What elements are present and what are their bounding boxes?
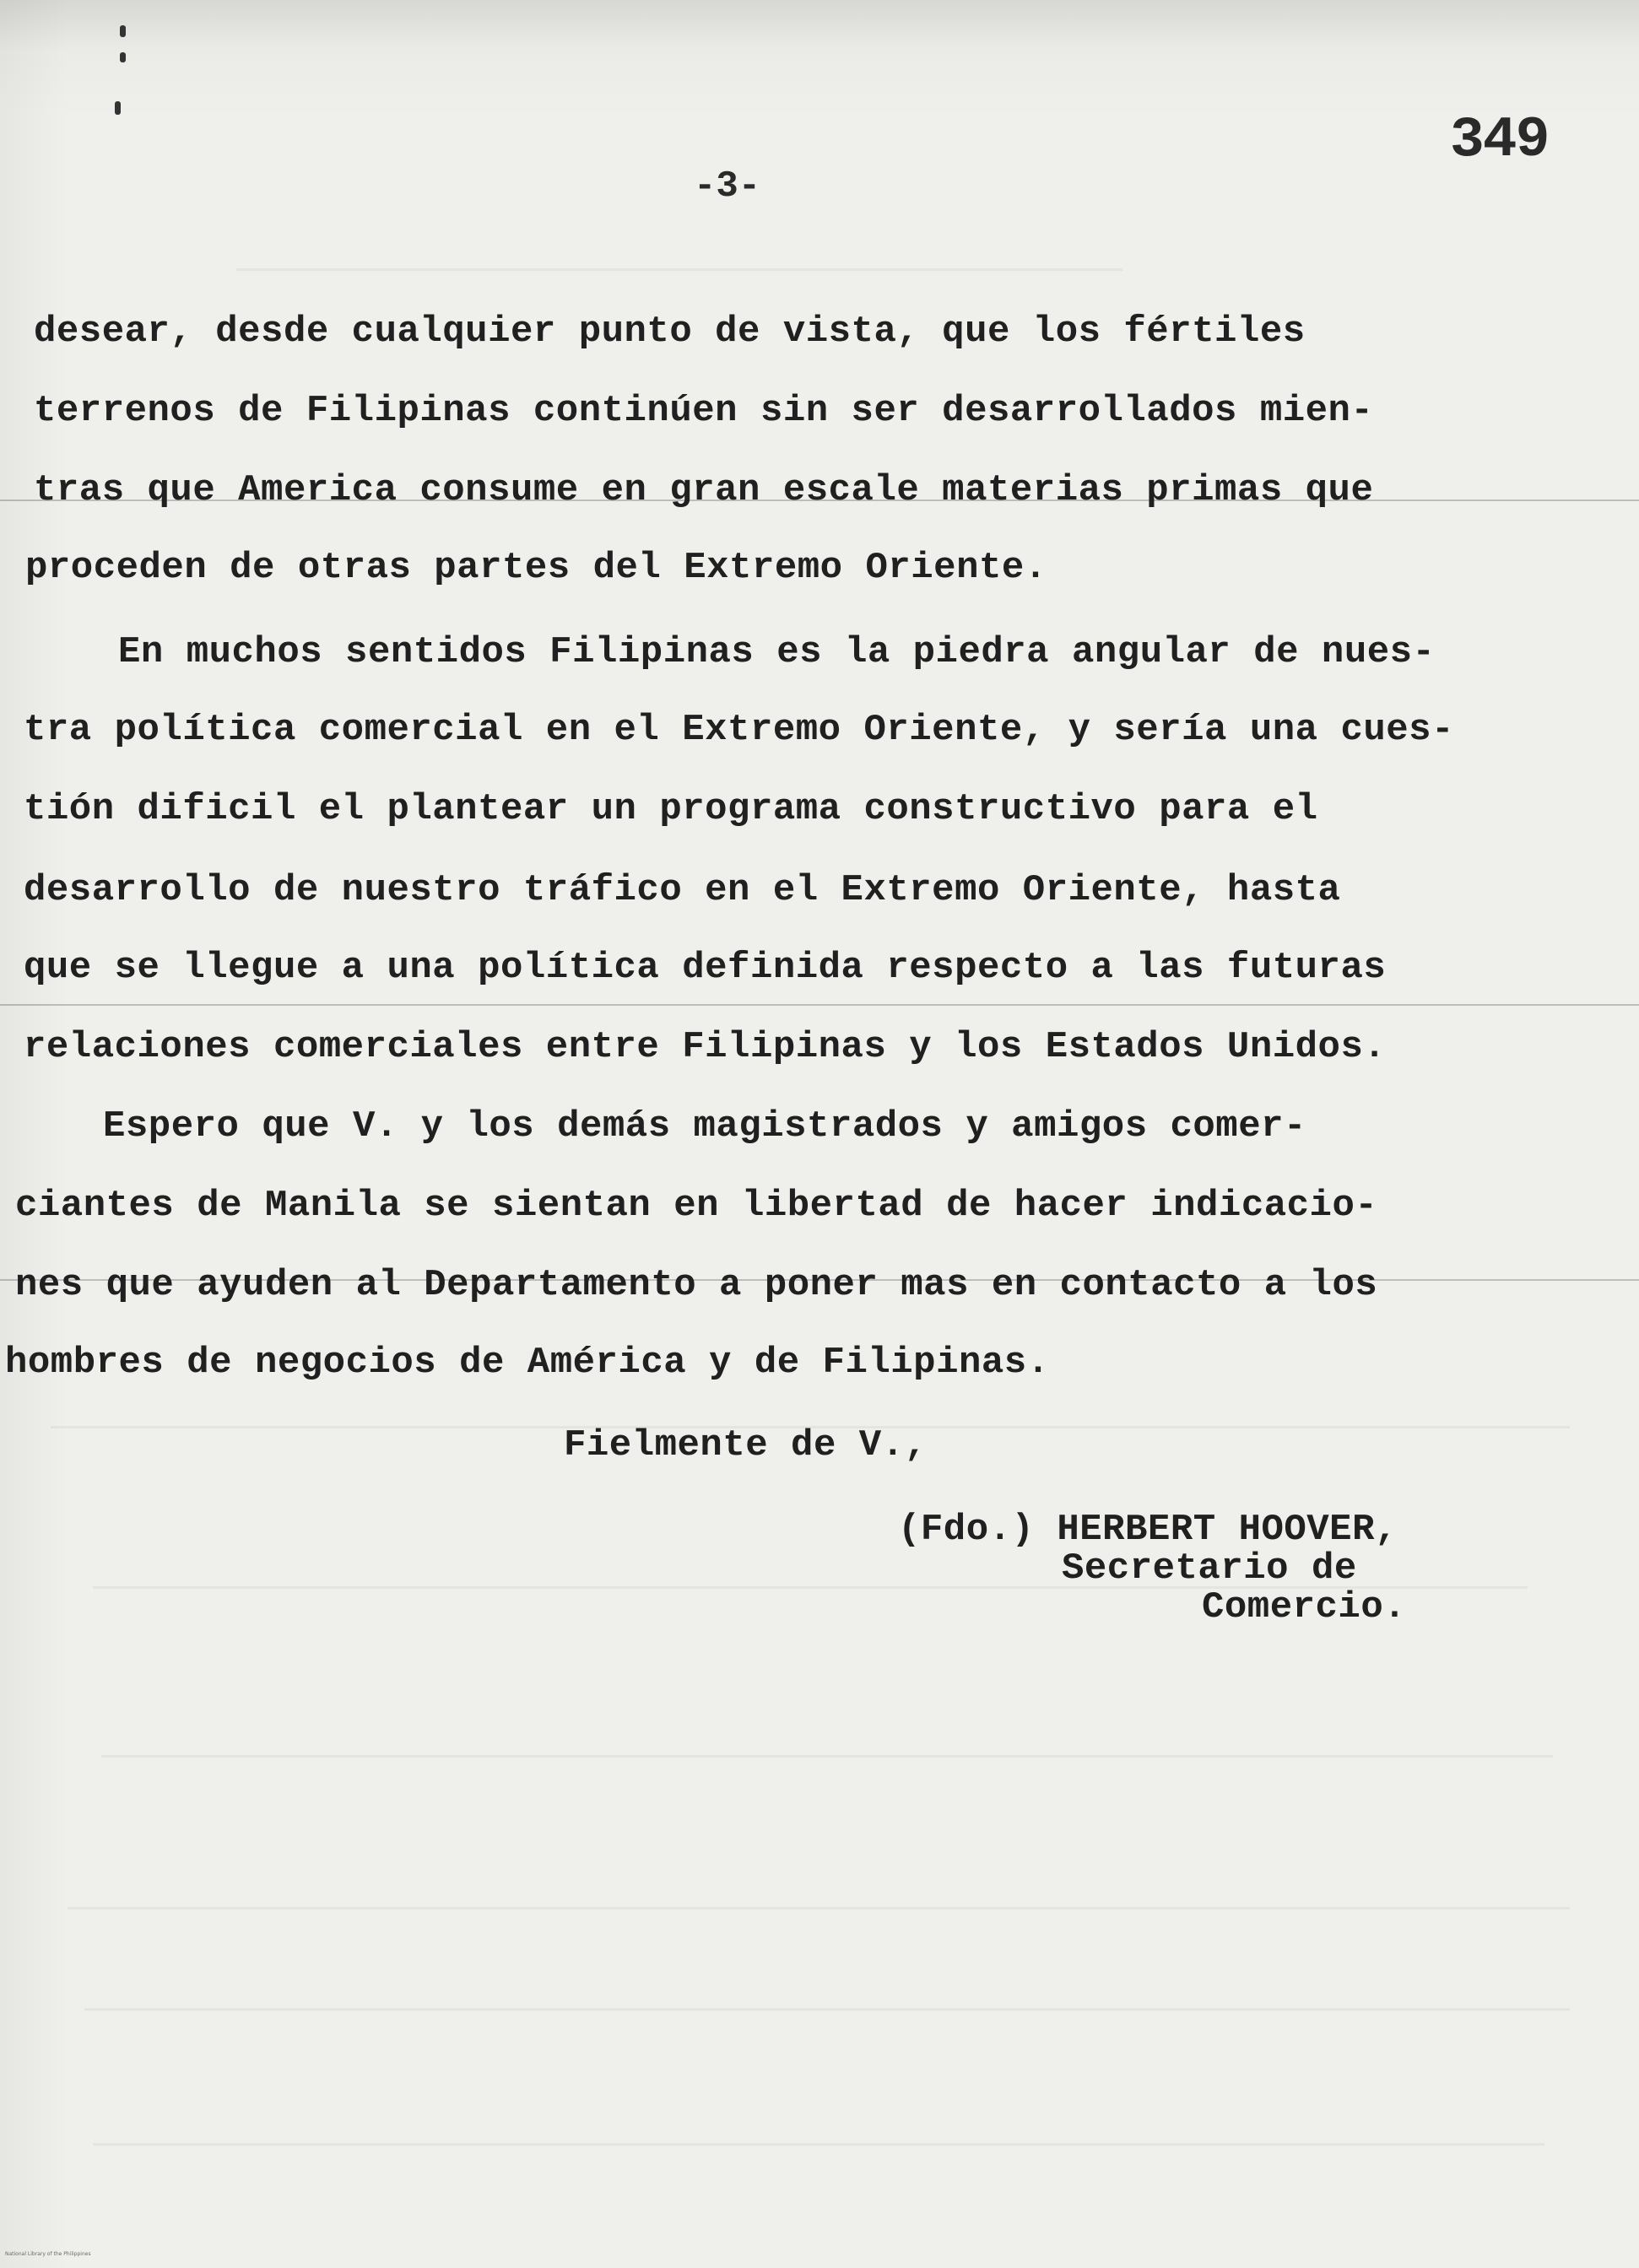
body-line: desarrollo de nuestro tráfico en el Extremo Oriente, hasta [24,869,1341,911]
bleed-through-line [68,1907,1570,1909]
page-number: 349 [1450,108,1549,173]
bleed-through-line [236,268,1122,271]
bleed-through-line [101,1755,1553,1758]
bleed-through-line [84,2008,1570,2011]
body-line: Espero que V. y los demás magistrados y amigos comer- [103,1105,1306,1148]
footer-credit: National Library of the Philippines [5,2251,91,2257]
body-line: tión dificil el plantear un programa constructivo para el [24,788,1318,830]
closing-line: Fielmente de V., [564,1424,928,1466]
body-line: En muchos sentidos Filipinas es la piedra angular de nues- [118,631,1436,673]
body-line: tra política comercial en el Extremo Oriente, y sería una cues- [24,709,1454,751]
ruling-line [0,1004,1639,1006]
signature-department: Comercio. [1202,1586,1407,1628]
bleed-through-line [93,2143,1544,2146]
body-line: terrenos de Filipinas continúen sin ser desarrollados mien- [34,390,1374,432]
margin-mark [115,101,121,115]
margin-mark [120,25,126,37]
body-line: que se llegue a una política definida respecto a las futuras [24,947,1387,989]
body-line: proceden de otras partes del Extremo Oriente. [25,547,1047,589]
body-line: relaciones comerciales entre Filipinas y los Estados Unidos. [24,1026,1387,1068]
body-line: hombres de negocios de América y de Filipinas. [5,1342,1050,1384]
body-line: desear, desde cualquier punto de vista, que los fértiles [34,310,1306,353]
signature-name: (Fdo.) HERBERT HOOVER, [898,1509,1398,1551]
body-line: tras que America consume en gran escale materias primas que [34,469,1374,511]
sheet-number: -3- [694,165,761,208]
margin-mark [120,52,126,62]
body-line: nes que ayuden al Departamento a poner mas en contacto a los [15,1264,1378,1306]
body-line: ciantes de Manila se sientan en libertad de hacer indicacio- [15,1185,1378,1227]
signature-title: Secretario de [1062,1547,1357,1590]
